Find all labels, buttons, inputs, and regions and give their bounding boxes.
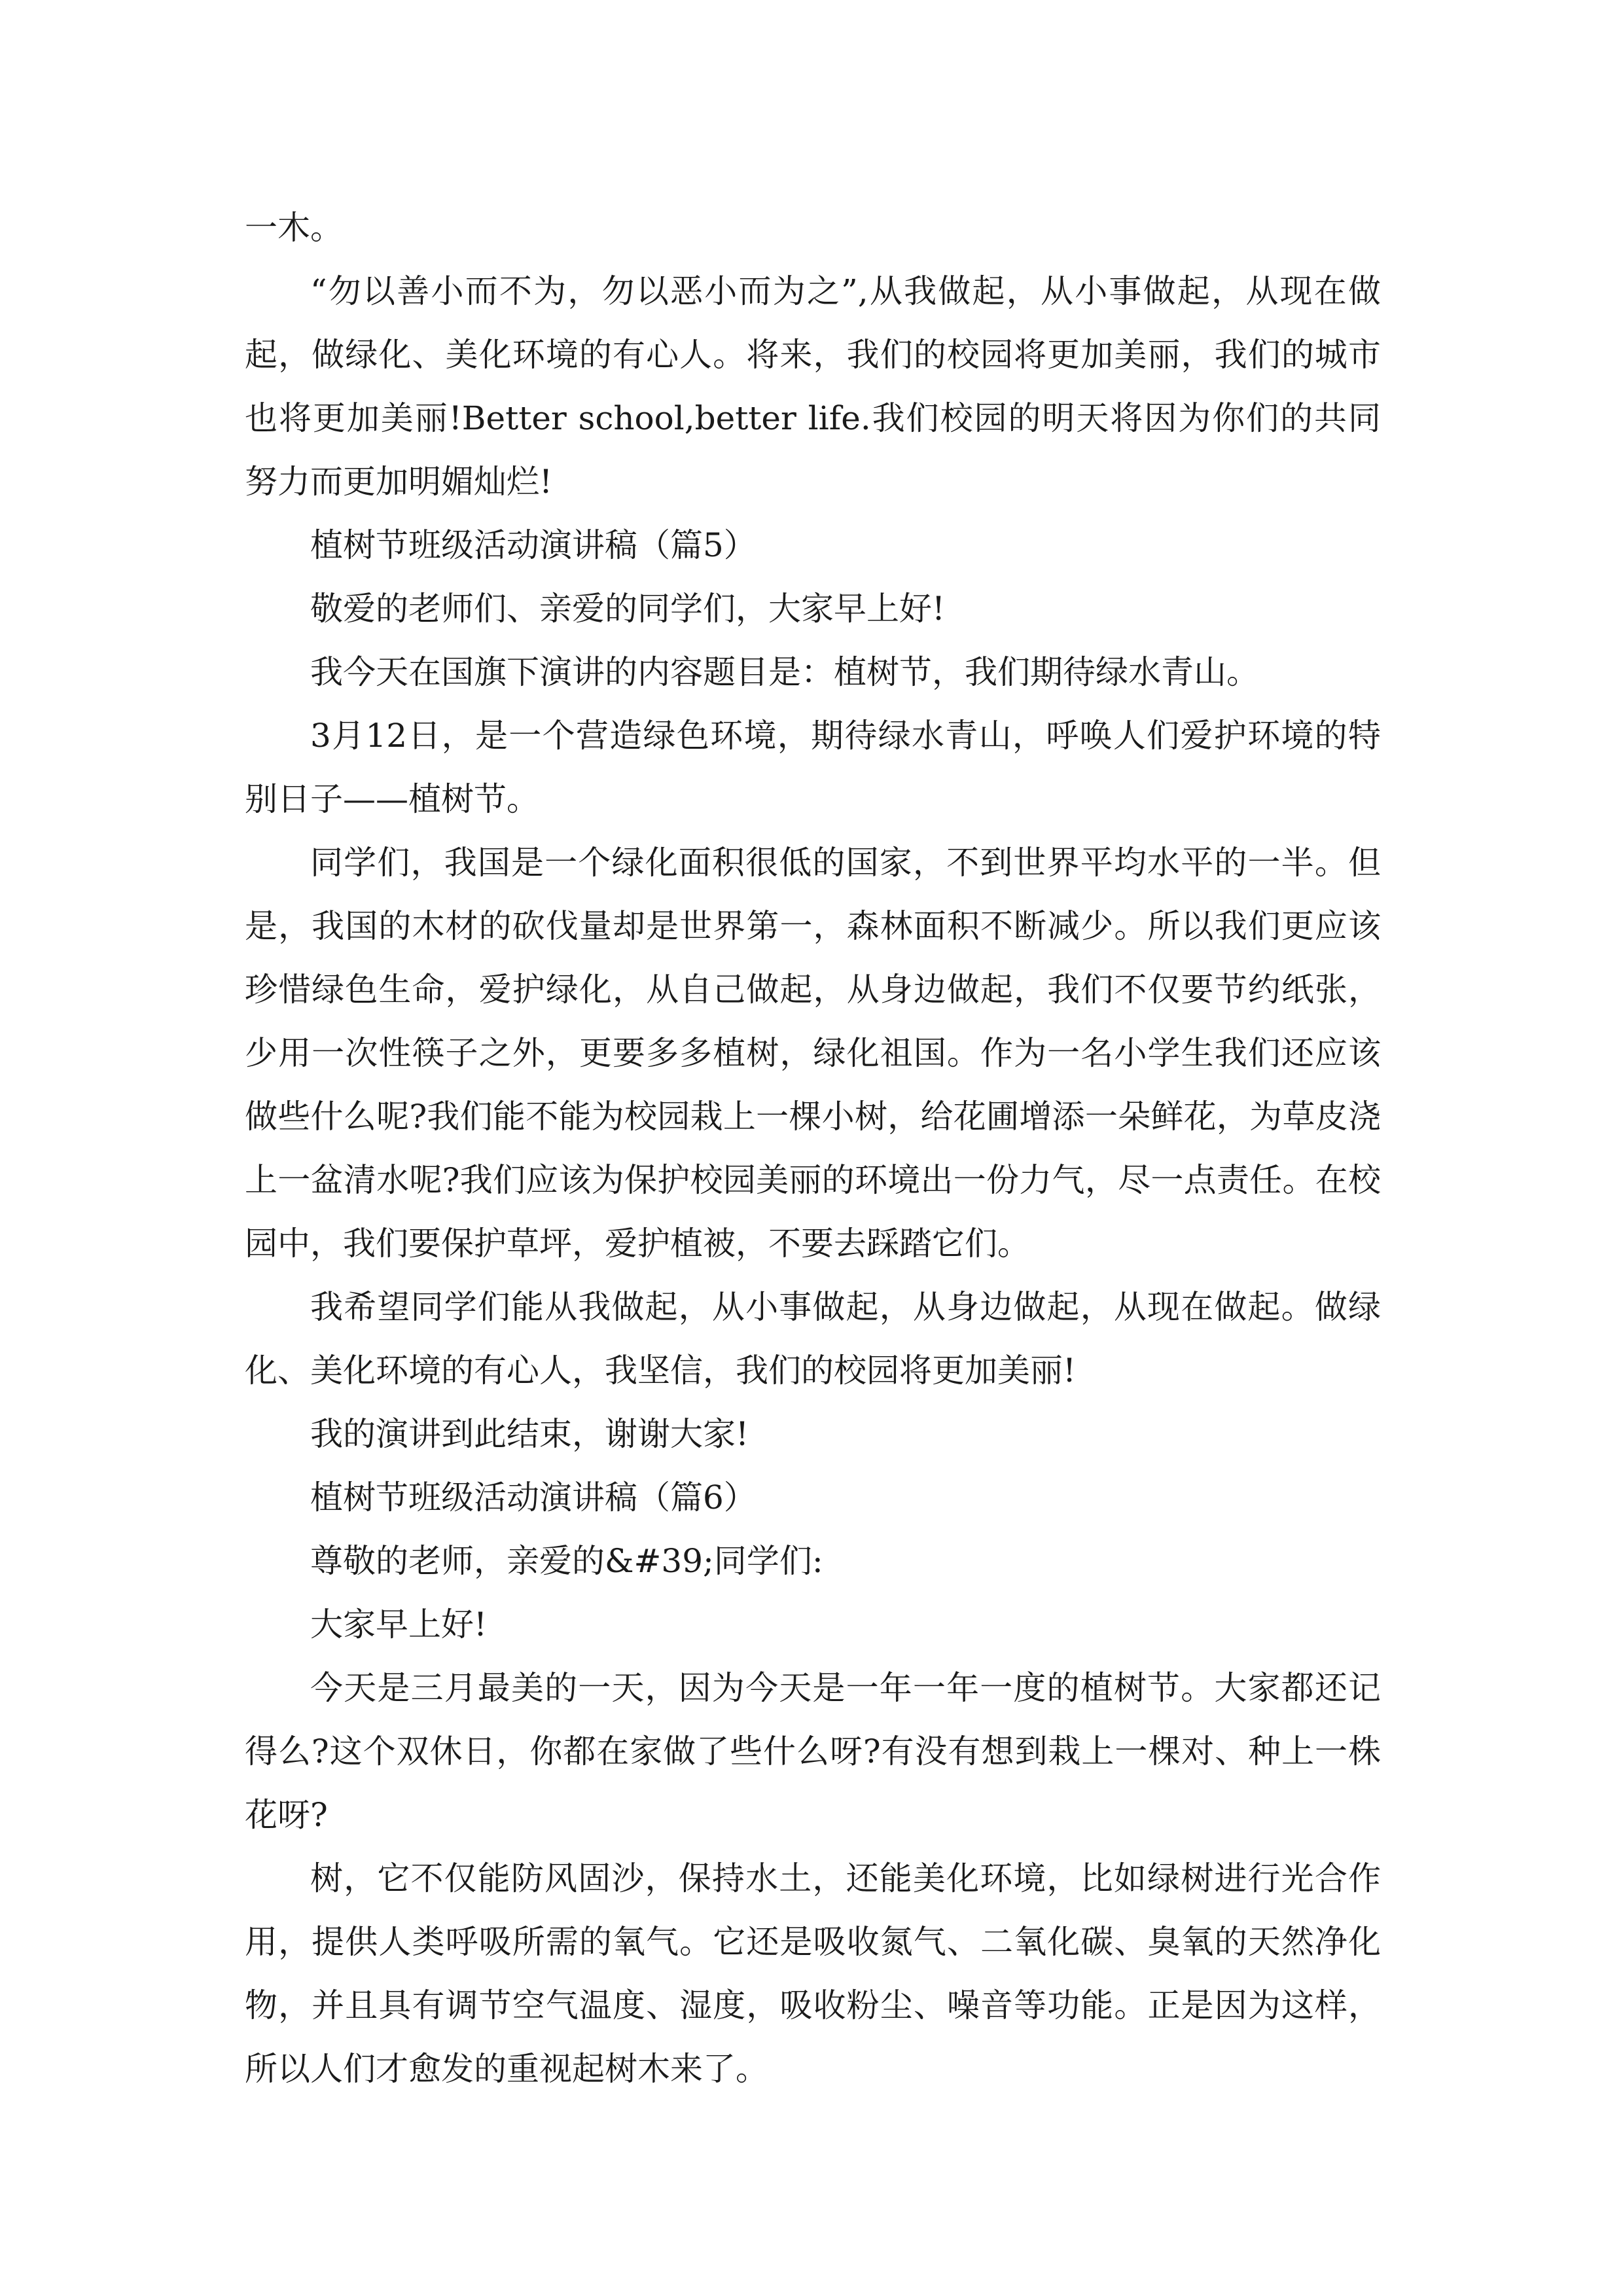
paragraph: 3月12日，是一个营造绿色环境，期待绿水青山，呼唤人们爱护环境的特别日子——植树节。 [245,717,1381,818]
greeting: 大家早上好! [310,1605,488,1643]
paragraph: 树，它不仅能防风固沙，保持水土，还能美化环境，比如绿树进行光合作用，提供人类呼吸所需的氧气。它还是吸收氮气、二氧化碳、臭氧的天然净化物，并且具有调节空气温度、湿度，吸收粉尘、噪音等功能。正是因为这样，所以人们才愈发的重视起树木来了。 [245,1859,1381,2088]
section-title-5: 植树节班级活动演讲稿（篇5） [310,526,757,564]
document-page [245,196,1381,2101]
paragraph: “勿以善小而不为，勿以恶小而为之”,从我做起，从小事做起，从现在做起，做绿化、美化环境的有心人。将来，我们的校园将更加美丽，我们的城市也将更加美丽!Better school,better life.我们校园的明天将因为你们的共同努力而更加明媚灿烂! [245,272,1381,501]
section-title-6: 植树节班级活动演讲稿（篇6） [310,1479,757,1516]
greeting: 敬爱的老师们、亲爱的同学们，大家早上好! [310,590,946,628]
salutation: 尊敬的老师，亲爱的&#39;同学们: [310,1542,823,1580]
closing-line: 我的演讲到此结束，谢谢大家! [310,1415,749,1453]
paragraph: 同学们，我国是一个绿化面积很低的国家，不到世界平均水平的一半。但是，我国的木材的砍伐量却是世界第一，森林面积不断减少。所以我们更应该珍惜绿色生命，爱护绿化，从自己做起，从身边做起，我们不仅要节约纸张，少用一次性筷子之外，更要多多植树，绿化祖国。作为一名小学生我们还应该做些什么呢?我们能不能为校园栽上一棵小树，给花圃增添一朵鲜花，为草皮浇上一盆清水呢?我们应该为保护校园美丽的环境出一份力气，尽一点责任。在校园中，我们要保护草坪，爱护植被，不要去踩踏它们。 [245,844,1381,1263]
paragraph-continued: 一木。 [245,209,343,247]
paragraph: 今天是三月最美的一天，因为今天是一年一年一度的植树节。大家都还记得么?这个双休日，你都在家做了些什么呀?有没有想到栽上一棵对、种上一株花呀? [245,1669,1381,1834]
paragraph: 我希望同学们能从我做起，从小事做起，从身边做起，从现在做起。做绿化、美化环境的有心人，我坚信，我们的校园将更加美丽! [245,1288,1381,1390]
paragraph: 我今天在国旗下演讲的内容题目是：植树节，我们期待绿水青山。 [310,653,1259,691]
